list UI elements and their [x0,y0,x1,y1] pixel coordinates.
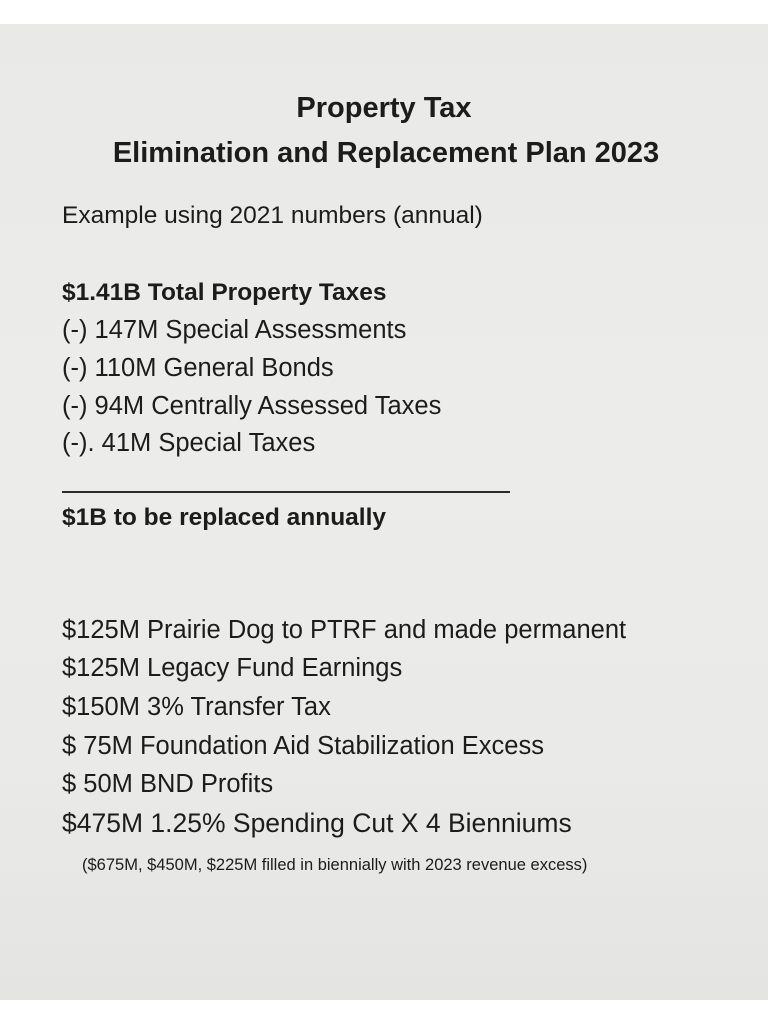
title-line-1: Property Tax [296,92,472,124]
deduction-item: (-) 147M Special Assessments [62,316,407,344]
replacement-item: $ 75M Foundation Aid Stabilization Excess [62,732,544,760]
subtitle: Example using 2021 numbers (annual) [62,202,483,229]
net-to-replace: $1B to be replaced annually [62,504,387,531]
replacement-item: $150M 3% Transfer Tax [62,693,331,721]
replacement-item: $475M 1.25% Spending Cut X 4 Bienniums [62,808,572,838]
subtotal-rule [62,491,510,493]
replacement-item: $125M Legacy Fund Earnings [62,654,403,682]
deduction-item: (-) 94M Centrally Assessed Taxes [62,392,442,420]
replacement-item: $ 50M BND Profits [62,770,274,798]
paper-sheet [0,24,768,1000]
deduction-item: (-). 41M Special Taxes [62,429,316,457]
footnote: ($675M, $450M, $225M filled in biennially with 2023 revenue excess) [82,856,588,874]
replacement-item: $125M Prairie Dog to PTRF and made permanent [62,616,627,644]
title-line-2: Elimination and Replacement Plan 2023 [112,137,660,169]
total-property-taxes: $1.41B Total Property Taxes [62,279,387,306]
deduction-item: (-) 110M General Bonds [62,354,334,382]
